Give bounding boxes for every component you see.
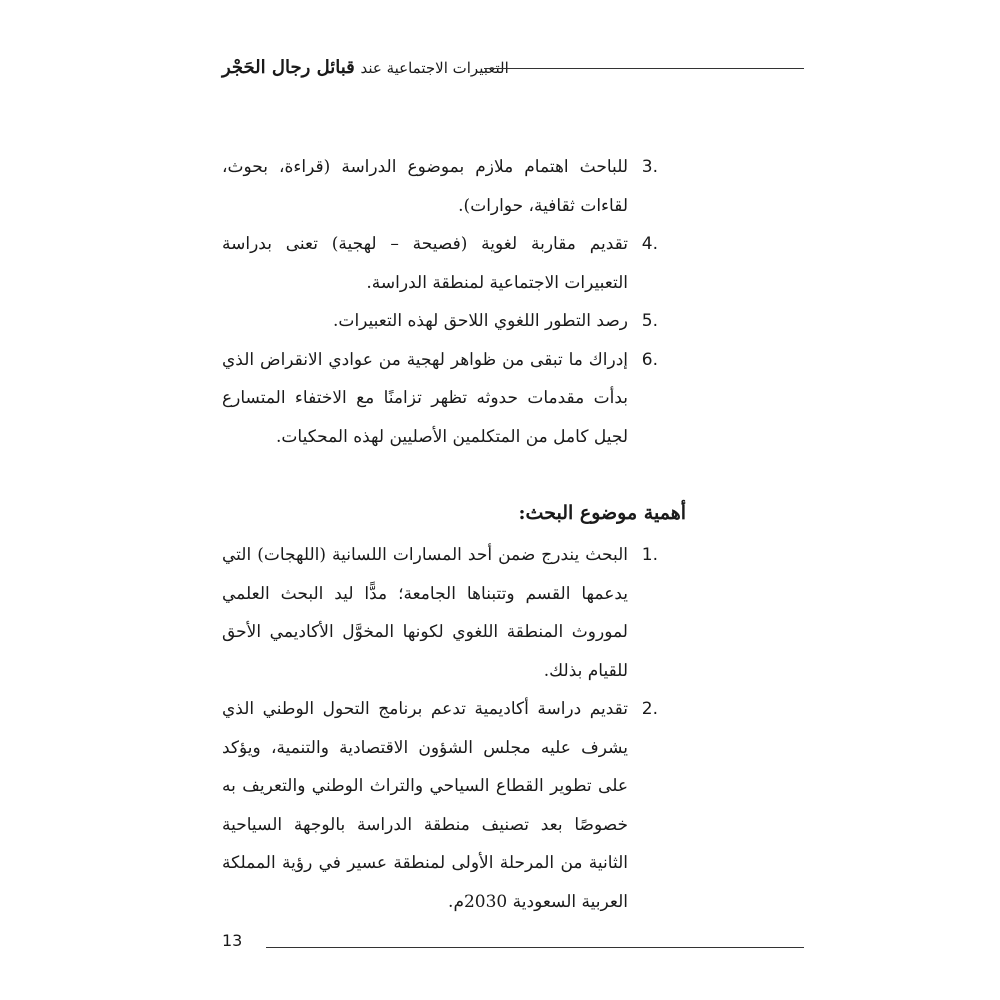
item-number: 5. [641,311,658,331]
list-item [222,225,658,302]
item-number: 1. [641,545,658,565]
section-heading: أهمية موضوع البحث: [518,502,686,524]
importance-list [222,536,658,921]
list-item [222,341,658,457]
item-number: 3. [641,157,658,177]
list-item [222,148,658,225]
page-number: 13 [222,931,243,950]
item-text: تقديم دراسة أكاديمية تدعم برنامج التحول الوطني الذي يشرف عليه مجلس الشؤون الاقتصادية والتنمية، ويؤكد على تطوير القطاع السياحي والتراث الوطني والتعريف به خصوصًا بعد تصنيف منطقة الدراسة بالوجهة السياحية الثانية من المرحلة الأولى لمنطقة عسير في رؤية المملكة العربية السعودية 2030م. [222,699,628,912]
item-text: للباحث اهتمام ملازم بموضوع الدراسة (قراءة، بحوث، لقاءات ثقافية، حوارات). [222,157,628,216]
item-number: 2. [641,699,658,719]
running-header [222,56,804,82]
header-title-prefix: التعبيرات الاجتماعية عند [360,59,509,77]
item-number: 6. [641,349,658,370]
header-title-bold: قبائل رجال الحَجْر [222,57,355,78]
item-text: البحث يندرج ضمن أحد المسارات اللسانية (اللهجات) التي يدعمها القسم وتتبناها الجامعة؛ مدًّا ليد البحث العلمي لموروث المنطقة اللغوي لكونها المخوَّل الأكاديمي الأحق للقيام بذلك. [222,545,628,681]
item-text: تقديم مقاربة لغوية (فصيحة – لهجية) تعنى بدراسة التعبيرات الاجتماعية لمنطقة الدراسة. [222,234,628,293]
item-text: إدراك ما تبقى من ظواهر لهجية من عوادي الانقراض الذي بدأت مقدمات حدوثه تظهر تزامنًا مع الاختفاء المتسارع لجيل كامل من المتكلمين الأصليين لهذه المحكيات. [222,349,628,447]
footer-rule [266,947,804,948]
page-footer [222,931,804,953]
header-title [222,56,509,80]
list-item [222,302,658,341]
list-item [222,690,658,921]
item-number: 4. [641,234,658,254]
header-rule [484,68,804,69]
item-text: رصد التطور اللغوي اللاحق لهذه التعبيرات. [333,311,628,331]
objectives-list [222,148,658,456]
list-item [222,536,658,690]
